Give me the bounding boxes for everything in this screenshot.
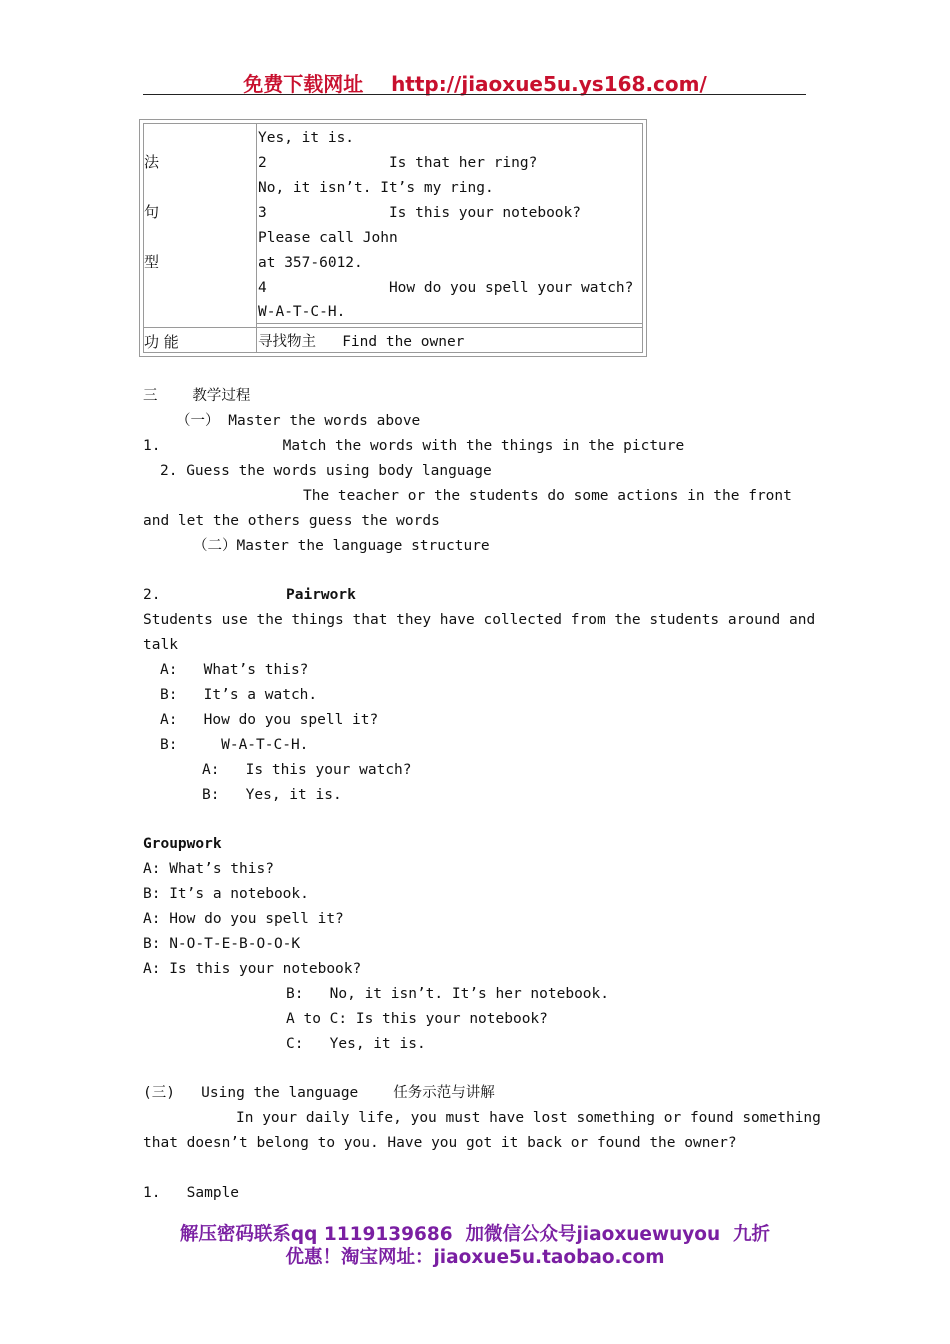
part-heading: （一） Master the words above — [176, 413, 421, 429]
table-row-text: No, it isn’t. It’s my ring. — [258, 180, 494, 196]
footer-line: 优惠！淘宝网址：jiaoxue5u.taobao.com — [285, 1247, 665, 1268]
dialog-line: C: Yes, it is. — [286, 1036, 426, 1052]
table-row-text: at 357-6012. — [258, 255, 363, 271]
function-value: 寻找物主 Find the owner — [258, 334, 465, 350]
paragraph-line: In your daily life, you must have lost something or found something — [236, 1110, 821, 1126]
table-row-text: 4 How do you spell your watch? — [258, 280, 634, 296]
footer-line: 解压密码联系qq 1119139686 加微信公众号jiaoxuewuyou 九折 — [179, 1224, 771, 1245]
list-item: 2. Guess the words using body language — [160, 463, 492, 479]
dialog-line: B: It’s a notebook. — [143, 886, 309, 902]
dialog-line: A: What’s this? — [160, 662, 309, 678]
groupwork-title: Groupwork — [143, 836, 222, 852]
dialog-line: B: It’s a watch. — [160, 687, 318, 703]
dialog-line: A: Is this your notebook? — [143, 961, 362, 977]
list-item: 1. Sample — [143, 1185, 240, 1201]
dialog-line: B: No, it isn’t. It’s her notebook. — [286, 986, 610, 1002]
paragraph-line: Students use the things that they have collected from the students around and — [143, 612, 816, 628]
list-number: 2. — [143, 587, 161, 603]
table-row-text: W-A-T-C-H. — [258, 304, 346, 320]
section-heading: 三 教学过程 — [143, 388, 251, 404]
pairwork-title: Pairwork — [286, 587, 356, 603]
table-row-text: 2 Is that her ring? — [258, 155, 538, 171]
dialog-line: B: N-O-T-E-B-O-O-K — [143, 936, 301, 952]
table-row-text: Yes, it is. — [258, 130, 355, 146]
page-header — [0, 68, 950, 97]
part-heading: (三) Using the language 任务示范与讲解 — [143, 1085, 495, 1101]
dialog-line: B: W-A-T-C-H. — [160, 737, 309, 753]
paragraph-line: talk — [143, 637, 178, 653]
table-row-text: 3 Is this your notebook? — [258, 205, 582, 221]
header-rule — [143, 94, 806, 95]
dialog-line: A to C: Is this your notebook? — [286, 1011, 548, 1027]
table-row-text: Please call John — [258, 230, 398, 246]
function-label: 功 能 — [144, 333, 179, 351]
table-row-divider — [256, 323, 643, 324]
table-label-char: 型 — [144, 253, 160, 271]
paragraph-line: that doesn’t belong to you. Have you got it back or found the owner? — [143, 1135, 737, 1151]
dialog-line: A: Is this your watch? — [202, 762, 412, 778]
header-free-download: 免费下载网址 — [243, 72, 364, 96]
table-label-char: 法 — [144, 153, 160, 171]
part-heading: （二）Master the language structure — [193, 538, 490, 554]
dialog-line: A: How do you spell it? — [160, 712, 379, 728]
dialog-line: A: What’s this? — [143, 861, 274, 877]
table-row-divider — [143, 327, 643, 328]
list-item: 1. Match the words with the things in the picture — [143, 438, 685, 454]
paragraph-line: The teacher or the students do some actions in the front — [303, 488, 792, 504]
table-column-divider — [256, 123, 257, 353]
header-url-link[interactable]: http://jiaoxue5u.ys168.com/ — [391, 72, 707, 96]
paragraph-line: and let the others guess the words — [143, 513, 440, 529]
dialog-line: A: How do you spell it? — [143, 911, 344, 927]
table-label-char: 句 — [144, 203, 160, 221]
dialog-line: B: Yes, it is. — [202, 787, 342, 803]
